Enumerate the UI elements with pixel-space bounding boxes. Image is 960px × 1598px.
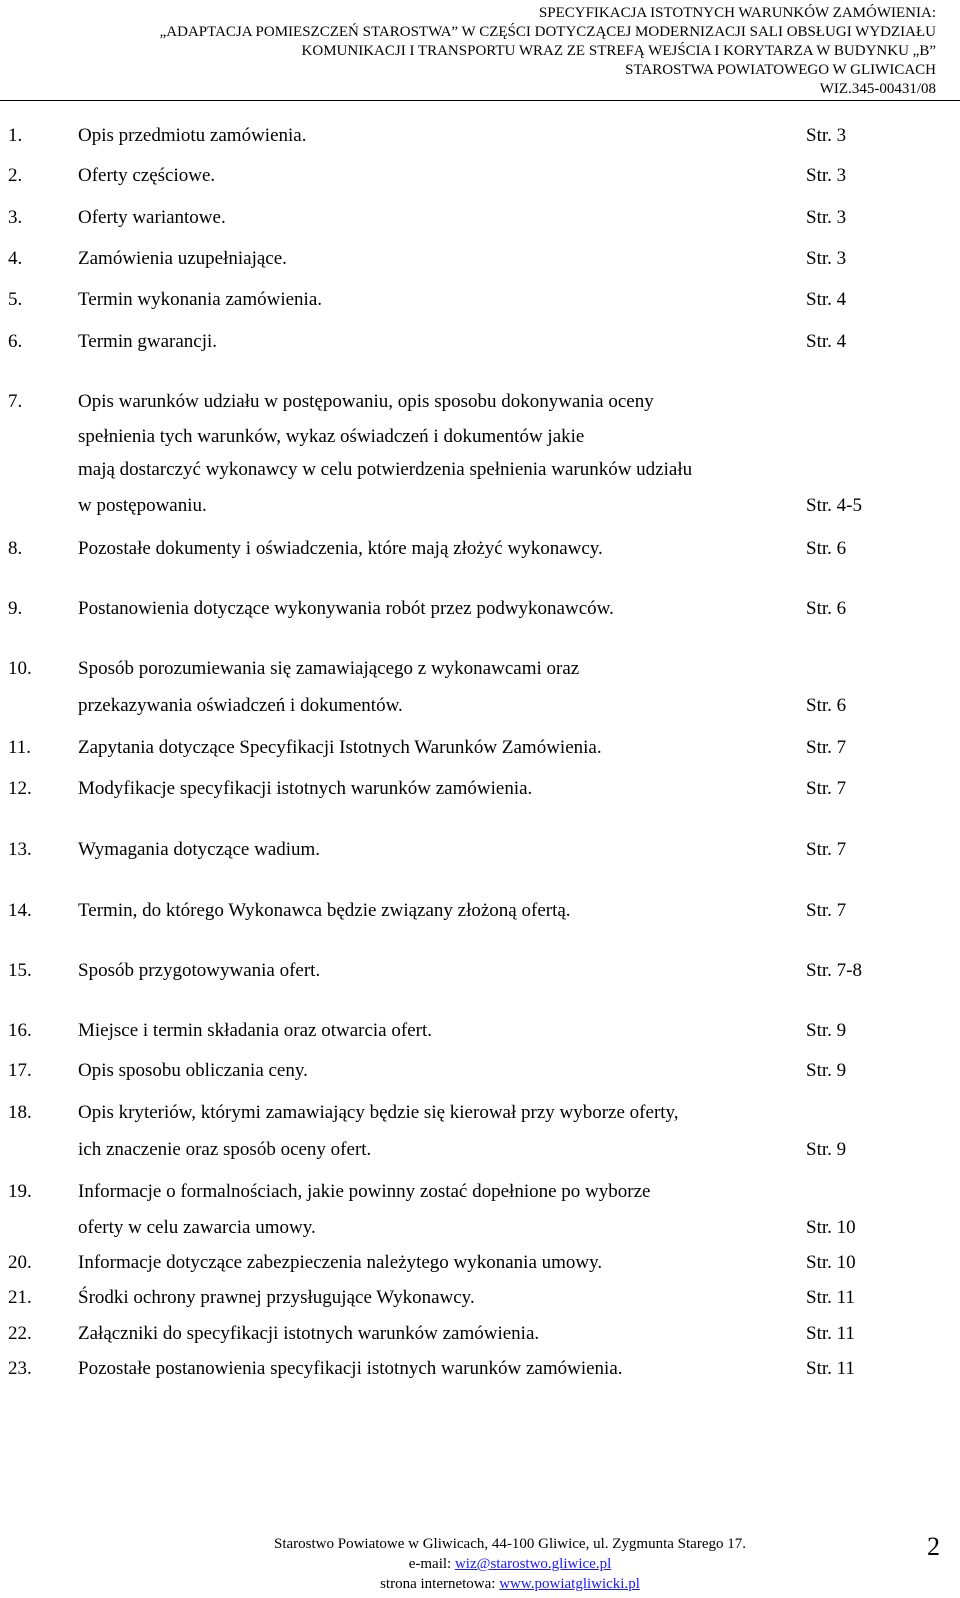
header-line-2: „ADAPTACJA POMIESZCZEŃ STAROSTWA” W CZĘŚCI DOTYCZĄCEJ MODERNIZACJI SALI OBSŁUGI WYDZIAŁU [159, 24, 936, 40]
toc-entry-title-line: przekazywania oświadczeń i dokumentów. [78, 695, 403, 716]
footer-web-link[interactable]: www.powiatgliwicki.pl [499, 1576, 640, 1592]
footer-web-line [240, 1574, 780, 1594]
toc-entry-title-line: Pozostałe postanowienia specyfikacji istotnych warunków zamówienia. [78, 1358, 623, 1379]
toc-entry-title-line: w postępowaniu. [78, 495, 207, 516]
toc-entry-title-line: Opis przedmiotu zamówienia. [78, 125, 307, 146]
toc-entry-title-line: Środki ochrony prawnej przysługujące Wykonawcy. [78, 1287, 475, 1308]
toc-entry-number: 15. [8, 960, 32, 981]
toc-entry-number: 11. [8, 737, 32, 758]
toc-entry-title-line: Opis sposobu obliczania ceny. [78, 1060, 308, 1081]
toc-entry-number: 14. [8, 900, 32, 921]
toc-entry-number: 12. [8, 778, 32, 799]
toc-entry-number: 17. [8, 1060, 32, 1081]
toc-entry-page: Str. 9 [806, 1139, 847, 1160]
toc-entry-page: Str. 7 [806, 778, 847, 799]
toc-entry-page: Str. 4 [806, 289, 847, 310]
document-footer [240, 1534, 780, 1594]
toc-entry-title-line: Wymagania dotyczące wadium. [78, 839, 321, 860]
toc-entry-number: 3. [8, 207, 23, 228]
toc-entry-title-line: Termin gwarancji. [78, 331, 218, 352]
toc-entry-title-line: Oferty wariantowe. [78, 207, 226, 228]
toc-entry-title-line: Postanowienia dotyczące wykonywania robót przez podwykonawców. [78, 598, 614, 619]
toc-entry-title-line: Zamówienia uzupełniające. [78, 248, 287, 269]
toc-entry-title-line: mają dostarczyć wykonawcy w celu potwierdzenia spełnienia warunków udziału [78, 459, 693, 480]
toc-entry-number: 1. [8, 125, 23, 146]
toc-entry-title-line: ich znaczenie oraz sposób oceny ofert. [78, 1139, 372, 1160]
toc-entry-page: Str. 11 [806, 1323, 855, 1344]
page-number: 2 [927, 1532, 940, 1561]
toc-entry-title-line: Opis warunków udziału w postępowaniu, opis sposobu dokonywania oceny [78, 391, 654, 412]
toc-entry-title-line: Zapytania dotyczące Specyfikacji Istotnych Warunków Zamówienia. [78, 737, 602, 758]
toc-entry-page: Str. 10 [806, 1217, 856, 1238]
toc-entry-title-line: Informacje o formalnościach, jakie powinny zostać dopełnione po wyborze [78, 1181, 651, 1202]
footer-email-line [240, 1554, 780, 1574]
toc-entry-title-line: Termin wykonania zamówienia. [78, 289, 323, 310]
footer-email-link[interactable]: wiz@starostwo.gliwice.pl [454, 1556, 612, 1572]
toc-entry-number: 18. [8, 1102, 32, 1123]
header-line-4: STAROSTWA POWIATOWEGO W GLIWICACH [625, 62, 936, 78]
toc-entry-title-line: Modyfikacje specyfikacji istotnych warunków zamówienia. [78, 778, 533, 799]
footer-email-label: e-mail: [408, 1556, 452, 1572]
toc-entry-number: 9. [8, 598, 23, 619]
toc-entry-number: 7. [8, 391, 23, 412]
toc-entry-title-line: Załączniki do specyfikacji istotnych warunków zamówienia. [78, 1323, 540, 1344]
toc-entry-title-line: Miejsce i termin składania oraz otwarcia ofert. [78, 1020, 432, 1041]
toc-entry-number: 10. [8, 658, 32, 679]
toc-entry-number: 19. [8, 1181, 32, 1202]
toc-entry-page: Str. 6 [806, 538, 847, 559]
toc-entry-title-line: Pozostałe dokumenty i oświadczenia, które mają złożyć wykonawcy. [78, 538, 603, 559]
toc-entry-page: Str. 3 [806, 207, 847, 228]
header-line-5: WIZ.345-00431/08 [819, 81, 936, 97]
toc-entry-title-line: Oferty częściowe. [78, 165, 216, 186]
toc-entry-number: 4. [8, 248, 23, 269]
toc-entry-number: 8. [8, 538, 23, 559]
toc-entry-page: Str. 11 [806, 1287, 855, 1308]
toc-entry-page: Str. 11 [806, 1358, 855, 1379]
toc-entry-page: Str. 7-8 [806, 960, 862, 981]
toc-entry-number: 21. [8, 1287, 32, 1308]
toc-entry-page: Str. 7 [806, 737, 847, 758]
toc-entry-page: Str. 9 [806, 1060, 847, 1081]
header-rule [0, 100, 960, 101]
toc-entry-page: Str. 3 [806, 125, 847, 146]
toc-entry-title-line: Sposób porozumiewania się zamawiającego z wykonawcami oraz [78, 658, 580, 679]
toc-entry-page: Str. 4-5 [806, 495, 862, 516]
footer-web-label: strona internetowa: [380, 1576, 496, 1592]
toc-entry-title-line: Opis kryteriów, którymi zamawiający będzie się kierował przy wyborze oferty, [78, 1102, 679, 1123]
document-header [16, 4, 936, 99]
toc-entry-page: Str. 10 [806, 1252, 856, 1273]
footer-address: Starostwo Powiatowe w Gliwicach, 44-100 Gliwice, ul. Zygmunta Starego 17. [273, 1536, 746, 1552]
header-line-3: KOMUNIKACJI I TRANSPORTU WRAZ ZE STREFĄ WEJŚCIA I KORYTARZA W BUDYNKU „B” [301, 43, 936, 59]
toc-entry-page: Str. 6 [806, 695, 847, 716]
toc-entry-title-line: Informacje dotyczące zabezpieczenia należytego wykonania umowy. [78, 1252, 603, 1273]
toc-entry-page: Str. 3 [806, 248, 847, 269]
toc-entry-page: Str. 7 [806, 839, 847, 860]
toc-entry-title-line: spełnienia tych warunków, wykaz oświadczeń i dokumentów jakie [78, 426, 585, 447]
toc-entry-title-line: Sposób przygotowywania ofert. [78, 960, 321, 981]
toc-entry-number: 20. [8, 1252, 32, 1273]
header-line-1: SPECYFIKACJA ISTOTNYCH WARUNKÓW ZAMÓWIENIA: [538, 5, 936, 21]
toc-entry-page: Str. 7 [806, 900, 847, 921]
toc-entry-page: Str. 9 [806, 1020, 847, 1041]
toc-entry-number: 5. [8, 289, 23, 310]
toc-entry-number: 23. [8, 1358, 32, 1379]
toc-entry-page: Str. 3 [806, 165, 847, 186]
toc-entry-number: 22. [8, 1323, 32, 1344]
toc-entry-number: 6. [8, 331, 23, 352]
toc-entry-number: 13. [8, 839, 32, 860]
toc-entry-title-line: Termin, do którego Wykonawca będzie związany złożoną ofertą. [78, 900, 571, 921]
toc-entry-number: 2. [8, 165, 23, 186]
toc-entry-number: 16. [8, 1020, 32, 1041]
toc-entry-page: Str. 6 [806, 598, 847, 619]
toc-entry-title-line: oferty w celu zawarcia umowy. [78, 1217, 316, 1238]
toc-entry-page: Str. 4 [806, 331, 847, 352]
